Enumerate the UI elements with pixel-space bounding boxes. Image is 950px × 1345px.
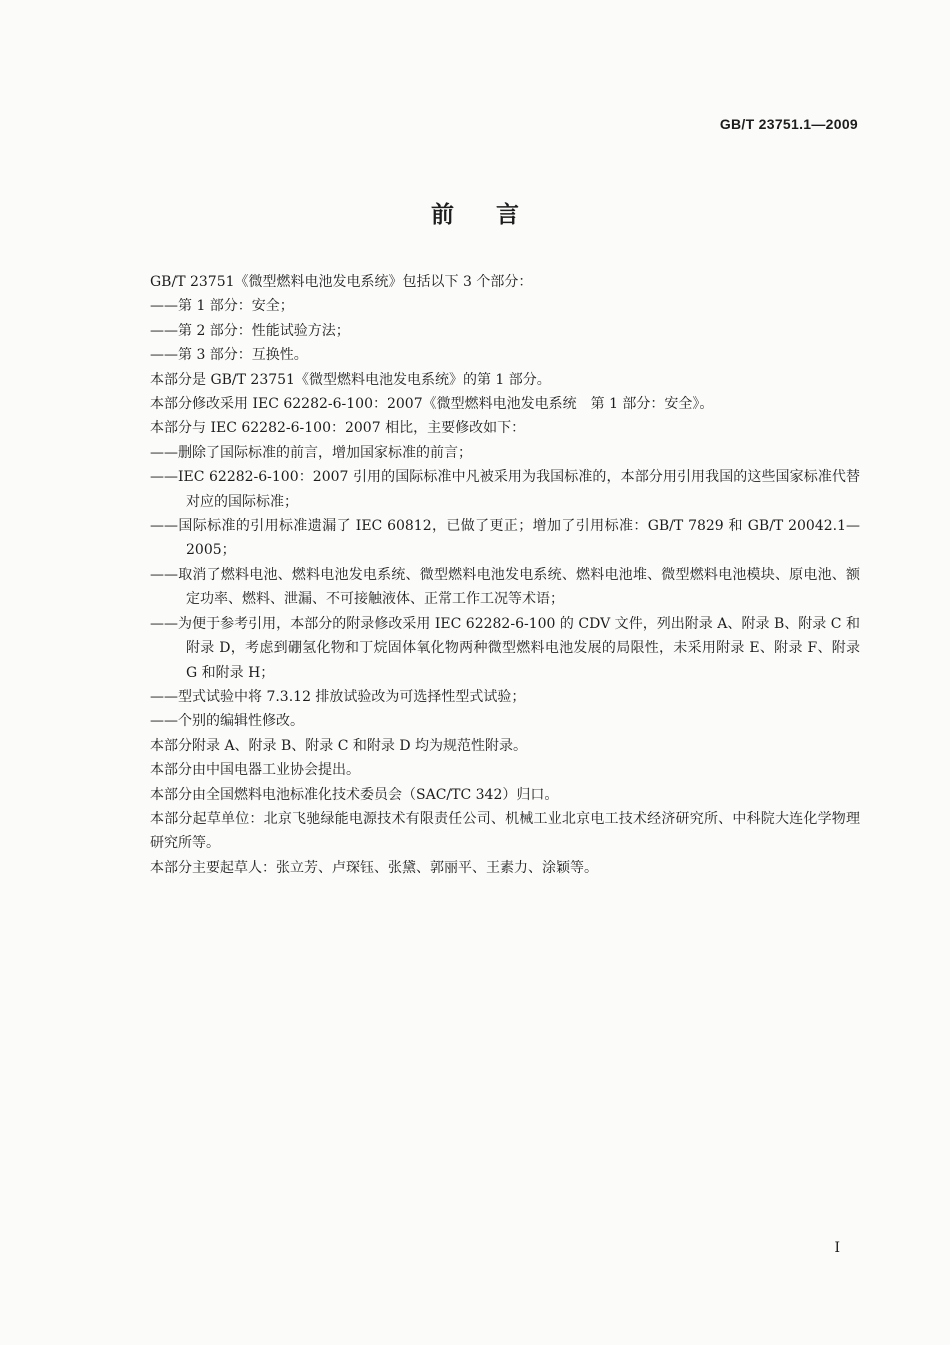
list-item-change: ——IEC 62282-6-100：2007 引用的国际标准中凡被采用为我国标准的，本部分用引用我国的这些国家标准代替对应的国际标准； [150,469,860,510]
list-item-change: ——个别的编辑性修改。 [150,713,304,730]
list-item-change: ——取消了燃料电池、燃料电池发电系统、微型燃料电池发电系统、燃料电池堆、微型燃料电池模块、原电池、额定功率、燃料、泄漏、不可接触液体、正常工作工况等术语； [150,566,860,608]
list-item-change: ——型式试验中将 7.3.12 排放试验改为可选择性型式试验； [150,688,526,705]
paragraph-annexes: 本部分附录 A、附录 B、附录 C 和附录 D 均为规范性附录。 [150,737,528,754]
paragraph-changes-intro: 本部分与 IEC 62282-6-100：2007 相比，主要修改如下： [150,420,526,437]
paragraph-drafting-units: 本部分起草单位：北京飞驰绿能电源技术有限责任公司、机械工业北京电工技术经济研究所、中科院大连化学物理研究所等。 [150,810,860,852]
page-number: I [834,1240,840,1256]
paragraph-parts-intro: GB/T 23751《微型燃料电池发电系统》包括以下 3 个部分： [150,274,533,290]
standard-code: GB/T 23751.1—2009 [719,116,858,132]
list-item-change: ——为便于参考引用，本部分的附录修改采用 IEC 62282-6-100 的 CDV 文件，列出附录 A、附录 B、附录 C 和附录 D，考虑到硼氢化物和丁烷固体氧化物两种微型燃料电池发展的局限性，未采用附录 E、附录 F、附录 G 和附录 H； [150,615,860,681]
list-item-part-3: ——第 3 部分：互换性。 [150,347,308,364]
paragraph-drafters: 本部分主要起草人：张立芳、卢琛钰、张黛、郭丽平、王素力、涂颖等。 [150,859,598,876]
paragraph-proposer: 本部分由中国电器工业协会提出。 [150,762,360,779]
paragraph-adoption: 本部分修改采用 IEC 62282-6-100：2007《微型燃料电池发电系统 第 1 部分：安全》。 [150,396,714,413]
list-item-change: ——国际标准的引用标准遗漏了 IEC 60812，已做了更正；增加了引用标准：GB/T 7829 和 GB/T 20042.1—2005； [150,518,860,559]
preface-body [150,270,860,880]
list-item-part-2: ——第 2 部分：性能试验方法； [150,322,350,339]
paragraph-part-statement: 本部分是 GB/T 23751《微型燃料电池发电系统》的第 1 部分。 [150,371,551,388]
list-item-part-1: ——第 1 部分：安全； [150,298,294,315]
list-item-change: ——删除了国际标准的前言，增加国家标准的前言； [150,444,472,461]
paragraph-committee: 本部分由全国燃料电池标准化技术委员会（SAC/TC 342）归口。 [150,786,559,803]
page-title: 前言 [431,202,561,228]
